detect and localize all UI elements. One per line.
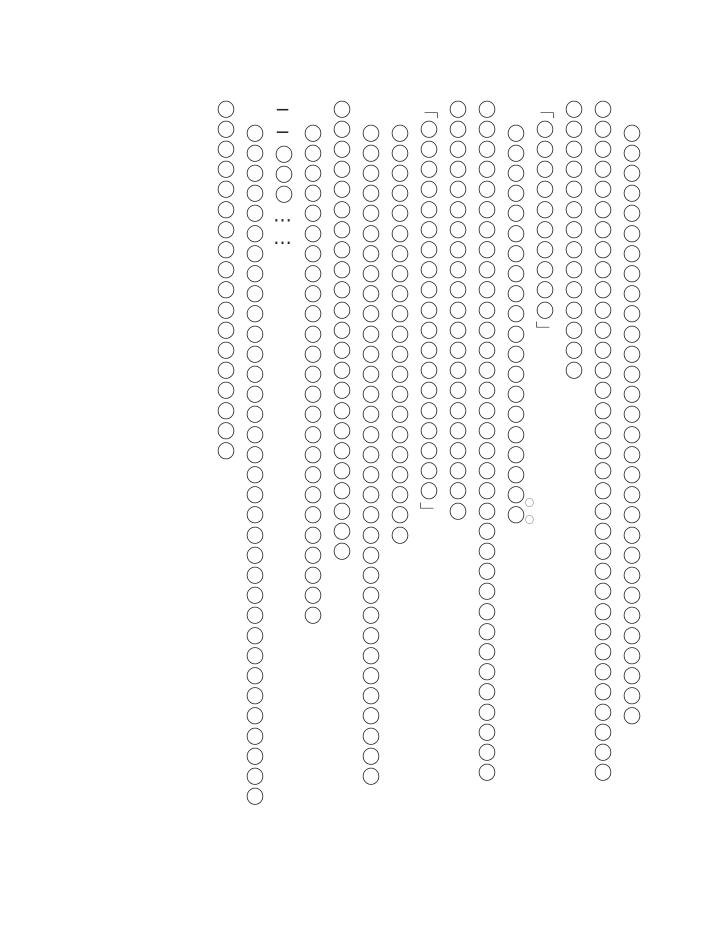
text-column-9: 〇〇〇〇〇〇〇〇〇〇〇〇〇〇〇〇〇〇〇〇〇 xyxy=(388,124,409,547)
text-column-10: 〇〇〇〇〇〇〇〇〇〇〇〇〇〇〇〇〇〇〇〇〇〇〇〇〇〇〇〇〇〇〇〇〇 xyxy=(359,124,380,788)
text-column-13: ──〇〇〇…… xyxy=(272,100,293,251)
text-column-4: 「〇〇〇〇〇〇〇〇〇〇」 xyxy=(533,100,554,342)
text-column-8: 「〇〇〇〇〇〇〇〇〇〇〇〇〇〇〇〇〇〇〇」 xyxy=(417,100,438,523)
text-column-11: 〇〇〇〇〇〇〇〇〇〇〇〇〇〇〇〇〇〇〇〇〇〇〇 xyxy=(330,100,351,563)
text-column-12: 〇〇〇〇〇〇〇〇〇〇〇〇〇〇〇〇〇〇〇〇〇〇〇〇〇 xyxy=(301,124,322,627)
text-column-1: 〇〇〇〇〇〇〇〇〇〇〇〇〇〇〇〇〇〇〇〇〇〇〇〇〇〇〇〇〇〇 xyxy=(620,124,641,727)
text-column-3: 〇〇〇〇〇〇〇〇〇〇〇〇〇〇 xyxy=(562,100,583,382)
text-column-15: 〇〇〇〇〇〇〇〇〇〇〇〇〇〇〇〇〇〇 xyxy=(214,100,235,462)
text-column-6: 〇〇〇〇〇〇〇〇〇〇〇〇〇〇〇〇〇〇〇〇〇〇〇〇〇〇〇〇〇〇〇〇〇〇 xyxy=(475,100,496,784)
text-column-2: 〇〇〇〇〇〇〇〇〇〇〇〇〇〇〇〇〇〇〇〇〇〇〇〇〇〇〇〇〇〇〇〇〇〇 xyxy=(591,100,612,784)
text-column-14: 〇〇〇〇〇〇〇〇〇〇〇〇〇〇〇〇〇〇〇〇〇〇〇〇〇〇〇〇〇〇〇〇〇〇 xyxy=(243,124,264,808)
text-column-7: 〇〇〇〇〇〇〇〇〇〇〇〇〇〇〇〇〇〇〇〇〇 xyxy=(446,100,467,523)
text-column-5: 〇〇〇〇〇〇〇〇〇〇〇〇〇〇〇〇〇〇〇〇 xyxy=(504,124,525,526)
ruby-annotation: 〇〇 xyxy=(523,498,533,532)
